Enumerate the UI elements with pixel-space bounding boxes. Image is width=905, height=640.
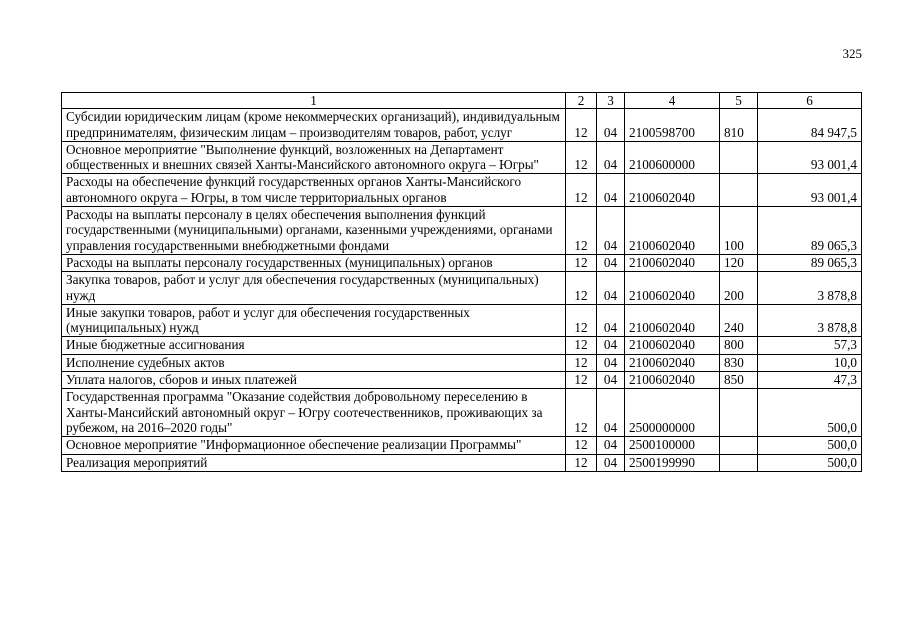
row-target-article-cell: 2500000000 (625, 389, 720, 437)
row-expense-type-cell: 810 (720, 109, 758, 142)
row-section-cell: 12 (566, 437, 597, 454)
header-cell: 4 (625, 93, 720, 109)
row-amount-cell: 3 878,8 (758, 272, 862, 305)
table-header-row (62, 93, 862, 109)
row-amount-cell: 57,3 (758, 337, 862, 354)
row-section-cell: 12 (566, 389, 597, 437)
table-row (62, 141, 862, 174)
row-subsection-cell: 04 (597, 207, 625, 255)
row-subsection-cell: 04 (597, 389, 625, 437)
row-amount-cell: 10,0 (758, 354, 862, 371)
row-section-cell: 12 (566, 207, 597, 255)
row-target-article-cell: 2100602040 (625, 337, 720, 354)
row-target-article-cell: 2100602040 (625, 254, 720, 271)
row-name-cell: Уплата налогов, сборов и иных платежей (62, 372, 566, 389)
row-target-article-cell: 2100602040 (625, 174, 720, 207)
row-expense-type-cell: 200 (720, 272, 758, 305)
page-number: 325 (842, 46, 862, 61)
row-subsection-cell: 04 (597, 337, 625, 354)
table-row (62, 454, 862, 471)
row-name-cell: Расходы на обеспечение функций государственных органов Ханты-Мансийского автономного округа – Югры, в том числе территориальных органов (62, 174, 566, 207)
table-row (62, 354, 862, 371)
row-subsection-cell: 04 (597, 272, 625, 305)
row-expense-type-cell: 850 (720, 372, 758, 389)
row-subsection-cell: 04 (597, 109, 625, 142)
row-subsection-cell: 04 (597, 454, 625, 471)
row-target-article-cell: 2100602040 (625, 304, 720, 337)
header-cell: 2 (566, 93, 597, 109)
row-target-article-cell: 2100602040 (625, 272, 720, 305)
row-name-cell: Субсидии юридическим лицам (кроме некоммерческих организаций), индивидуальным предпринимателям, физическим лицам – производителям товаров, работ, услуг (62, 109, 566, 142)
row-amount-cell: 89 065,3 (758, 207, 862, 255)
row-amount-cell: 500,0 (758, 454, 862, 471)
table-row (62, 389, 862, 437)
row-target-article-cell: 2100598700 (625, 109, 720, 142)
row-name-cell: Реализация мероприятий (62, 454, 566, 471)
row-expense-type-cell (720, 437, 758, 454)
row-expense-type-cell (720, 454, 758, 471)
row-target-article-cell: 2100600000 (625, 141, 720, 174)
row-expense-type-cell: 240 (720, 304, 758, 337)
row-section-cell: 12 (566, 372, 597, 389)
row-amount-cell: 500,0 (758, 389, 862, 437)
row-expense-type-cell: 800 (720, 337, 758, 354)
row-target-article-cell: 2100602040 (625, 207, 720, 255)
row-amount-cell: 93 001,4 (758, 141, 862, 174)
row-expense-type-cell: 830 (720, 354, 758, 371)
row-target-article-cell: 2500100000 (625, 437, 720, 454)
row-amount-cell: 89 065,3 (758, 254, 862, 271)
row-target-article-cell: 2100602040 (625, 354, 720, 371)
table-row (62, 254, 862, 271)
table-row (62, 372, 862, 389)
row-expense-type-cell (720, 141, 758, 174)
row-name-cell: Исполнение судебных актов (62, 354, 566, 371)
row-name-cell: Закупка товаров, работ и услуг для обеспечения государственных (муниципальных) нужд (62, 272, 566, 305)
row-subsection-cell: 04 (597, 372, 625, 389)
table-row (62, 207, 862, 255)
table-row (62, 304, 862, 337)
row-amount-cell: 3 878,8 (758, 304, 862, 337)
row-section-cell: 12 (566, 272, 597, 305)
row-subsection-cell: 04 (597, 141, 625, 174)
row-subsection-cell: 04 (597, 437, 625, 454)
table-row (62, 109, 862, 142)
budget-table (61, 92, 862, 472)
row-name-cell: Расходы на выплаты персоналу в целях обеспечения выполнения функций государственными (муниципальными) органами, казенными учреждениями, органами управления государственными внебюджетными фондами (62, 207, 566, 255)
row-section-cell: 12 (566, 337, 597, 354)
row-section-cell: 12 (566, 354, 597, 371)
header-cell: 5 (720, 93, 758, 109)
row-expense-type-cell: 120 (720, 254, 758, 271)
row-name-cell: Основное мероприятие "Информационное обеспечение реализации Программы" (62, 437, 566, 454)
row-section-cell: 12 (566, 304, 597, 337)
row-subsection-cell: 04 (597, 304, 625, 337)
row-target-article-cell: 2500199990 (625, 454, 720, 471)
row-expense-type-cell (720, 389, 758, 437)
row-name-cell: Иные закупки товаров, работ и услуг для обеспечения государственных (муниципальных) нужд (62, 304, 566, 337)
row-name-cell: Основное мероприятие "Выполнение функций, возложенных на Департамент общественных и внешних связей Ханты-Мансийского автономного округа – Югры" (62, 141, 566, 174)
row-expense-type-cell (720, 174, 758, 207)
row-section-cell: 12 (566, 254, 597, 271)
row-amount-cell: 500,0 (758, 437, 862, 454)
table-row (62, 337, 862, 354)
row-name-cell: Расходы на выплаты персоналу государственных (муниципальных) органов (62, 254, 566, 271)
row-section-cell: 12 (566, 174, 597, 207)
table-row (62, 174, 862, 207)
row-subsection-cell: 04 (597, 174, 625, 207)
row-name-cell: Государственная программа "Оказание содействия добровольному переселению в Ханты-Мансийский автономный округ – Югру соотечественников, проживающих за рубежом, на 2016–2020 годы" (62, 389, 566, 437)
row-amount-cell: 84 947,5 (758, 109, 862, 142)
row-subsection-cell: 04 (597, 254, 625, 271)
table-row (62, 272, 862, 305)
row-section-cell: 12 (566, 109, 597, 142)
row-amount-cell: 47,3 (758, 372, 862, 389)
table-row (62, 437, 862, 454)
row-section-cell: 12 (566, 454, 597, 471)
header-cell: 1 (62, 93, 566, 109)
row-section-cell: 12 (566, 141, 597, 174)
row-target-article-cell: 2100602040 (625, 372, 720, 389)
header-cell: 3 (597, 93, 625, 109)
row-amount-cell: 93 001,4 (758, 174, 862, 207)
row-name-cell: Иные бюджетные ассигнования (62, 337, 566, 354)
row-expense-type-cell: 100 (720, 207, 758, 255)
row-subsection-cell: 04 (597, 354, 625, 371)
header-cell: 6 (758, 93, 862, 109)
